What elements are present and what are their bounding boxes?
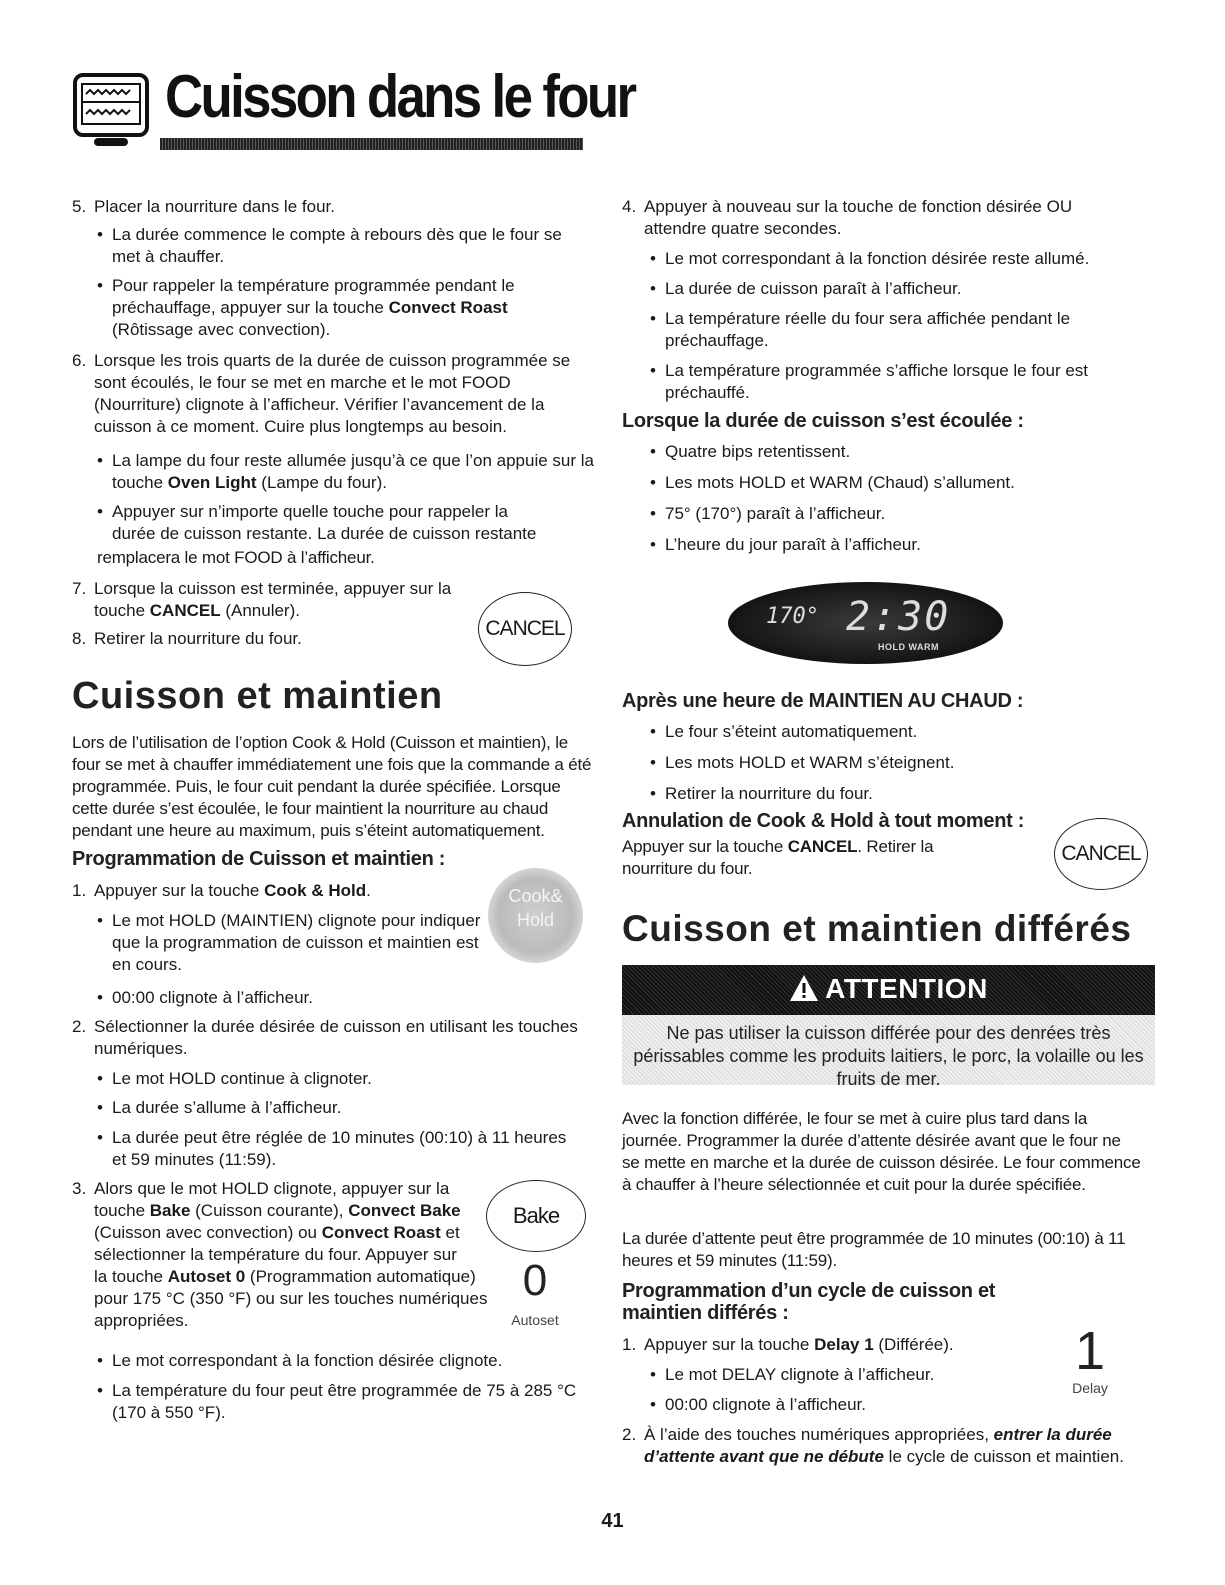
page-title: Cuisson dans le four	[165, 63, 635, 130]
section-title-cook-hold: Cuisson et maintien	[72, 675, 443, 717]
warning-icon	[789, 974, 819, 1002]
attention-header: ATTENTION	[622, 965, 1155, 1015]
attention-text: Ne pas utiliser la cuisson différée pour des denrées très périssables comme les produits laitiers, le porc, la volaille ou les fruits de mer.	[633, 1023, 1144, 1089]
oven-display	[728, 582, 1003, 664]
section-intro: Lors de l’utilisation de l’option Cook & Hold (Cuisson et maintien), le four se met à chauffer immédiatement une fois que la commande a été programmée. Puis, le four cuit pendant la durée spécifiée. Lorsque cette durée s’est écoulée, le four maintient la nourriture au chaud pendant une heure au maximum, puis s’éteint automatiquement.	[72, 733, 592, 840]
cook-hold-key-icon: Cook& Hold	[488, 868, 583, 963]
bake-key-icon: Bake	[486, 1180, 586, 1252]
display-temperature: 170°	[766, 604, 819, 629]
delay-key-number: 1	[1074, 1321, 1106, 1381]
page-number: 41	[601, 1510, 624, 1532]
autoset-key-label: Autoset	[511, 1312, 559, 1328]
section-heading: Annulation de Cook & Hold à tout moment :	[622, 810, 1025, 832]
display-time: 2:30	[846, 594, 951, 640]
title-underline	[160, 138, 583, 150]
cancel-key-icon: CANCEL	[1054, 818, 1148, 890]
cancel-instructions: Appuyer sur la touche CANCEL. Retirer la nourriture du four.	[622, 837, 934, 878]
delay-key-label: Delay	[1072, 1380, 1108, 1396]
display-indicators: HOLD WARM	[878, 642, 939, 652]
paragraph: La durée d’attente peut être programmée de 10 minutes (00:10) à 11 heures et 59 minutes (11:59).	[622, 1229, 1126, 1270]
section-heading: Lorsque la durée de cuisson s’est écoulée :	[622, 410, 1024, 432]
section-heading: Programmation d’un cycle de cuisson et maintien différés :	[622, 1280, 996, 1324]
autoset-key-number: 0	[522, 1256, 548, 1305]
section-title-delayed: Cuisson et maintien différés	[622, 908, 1132, 949]
oven-icon	[72, 72, 150, 150]
list-item-continued: remplacera le mot FOOD à l’afficheur.	[97, 548, 375, 567]
section-heading: Après une heure de MAINTIEN AU CHAUD :	[622, 690, 1024, 712]
section-heading: Programmation de Cuisson et maintien :	[72, 848, 446, 870]
paragraph: Avec la fonction différée, le four se met à cuire plus tard dans la journée. Programmer la durée d’attente désirée avant que le four ne se mette en marche et la durée de cuisson désirée. Le four commence à chauffer à l’heure sélectionnée et cuit pour la durée spécifiée.	[622, 1109, 1141, 1194]
cancel-key-icon: CANCEL	[478, 592, 572, 666]
